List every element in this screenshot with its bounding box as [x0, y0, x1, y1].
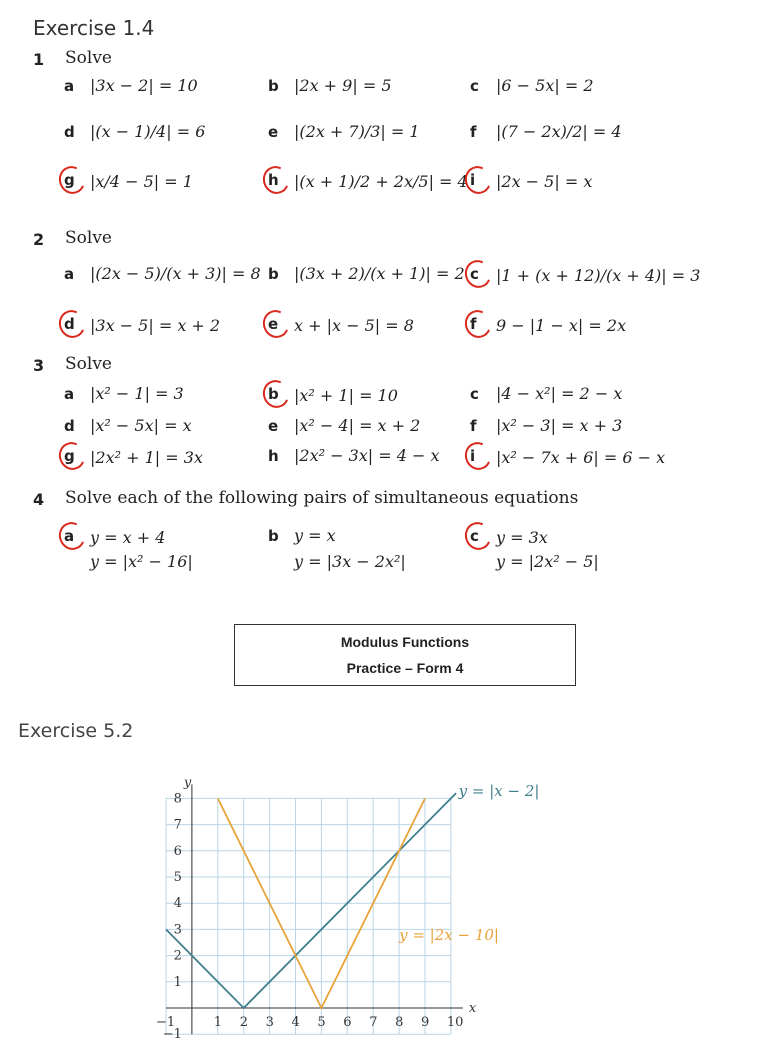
item-label: i — [470, 446, 496, 468]
item-label: b — [268, 76, 279, 95]
item-label: f — [470, 416, 477, 435]
title-box-line-2: Practice – Form 4 — [346, 660, 464, 676]
x-axis-label: x — [468, 1001, 477, 1016]
series-label-1: y = |x − 2| — [458, 781, 540, 800]
item-expression: |(x + 1)/2 + 2x/5| = 4 — [294, 171, 468, 191]
item-label: a — [64, 526, 90, 548]
item-label: a — [64, 264, 75, 283]
item-label: a — [64, 76, 75, 95]
x-tick-label: 1 — [213, 1015, 223, 1030]
item-label: c — [470, 264, 496, 286]
x-tick-label: 8 — [395, 1015, 404, 1030]
item-label: d — [64, 122, 75, 141]
y-tick-label: 1 — [173, 974, 182, 990]
item-expression: y = x + 4 — [90, 527, 166, 547]
question-1-item-c — [470, 76, 594, 95]
modulus-graph — [0, 740, 768, 1040]
item-expression: |1 + (x + 12)/(x + 4)| = 3 — [496, 265, 701, 285]
question-3-item-g — [64, 446, 203, 468]
exercise-1-4-title: Exercise 1.4 — [33, 16, 155, 40]
item-expression: |x/4 − 5| = 1 — [90, 171, 193, 191]
item-expression: |(2x + 7)/3| = 1 — [294, 122, 420, 141]
question-3-item-e — [268, 416, 420, 435]
item-expression: |x² − 5x| = x — [90, 416, 192, 435]
item-expression: |x² − 3| = x + 3 — [496, 416, 623, 435]
question-2-item-a — [64, 264, 261, 283]
y-tick-label: 5 — [173, 870, 182, 885]
question-4-item-b — [268, 526, 406, 571]
question-1-number: 1 — [33, 50, 45, 69]
item-expression-2: y = |x² − 16| — [90, 552, 193, 571]
x-tick-label: 6 — [343, 1015, 352, 1030]
question-3-item-d — [64, 416, 192, 435]
question-4-item-c — [470, 526, 599, 571]
item-expression: |2x − 5| = x — [496, 171, 593, 191]
item-expression: |(3x + 2)/(x + 1)| = 2 — [294, 264, 465, 283]
question-4-number: 4 — [33, 490, 45, 509]
question-2-item-e — [268, 314, 414, 336]
item-expression: y = 3x — [496, 527, 548, 547]
x-tick-label: 10 — [446, 1015, 464, 1030]
item-expression: |6 − 5x| = 2 — [496, 76, 594, 95]
y-tick-label: 3 — [173, 922, 182, 938]
item-expression: x + |x − 5| = 8 — [294, 315, 414, 335]
item-label: e — [268, 122, 279, 141]
x-tick-label: 7 — [369, 1015, 378, 1030]
title-box-line-1: Modulus Functions — [340, 634, 470, 650]
question-1-item-h — [268, 170, 468, 192]
question-1-item-e — [268, 122, 420, 141]
item-label: h — [268, 446, 279, 465]
item-label: b — [268, 526, 279, 545]
item-expression-2: y = |2x² − 5| — [496, 552, 599, 571]
item-label: a — [64, 384, 75, 403]
item-expression: |3x − 2| = 10 — [90, 76, 198, 95]
question-3-item-h — [268, 446, 440, 465]
y-tick-label: 2 — [173, 948, 182, 964]
question-3-text: Solve — [65, 354, 112, 374]
item-label: c — [470, 526, 496, 548]
question-3-item-i — [470, 446, 665, 468]
question-4-text: Solve each of the following pairs of simultaneous equations — [65, 488, 579, 508]
item-label: d — [64, 314, 90, 336]
item-label: i — [470, 170, 496, 192]
item-label: e — [268, 314, 294, 336]
question-2-text: Solve — [65, 228, 112, 248]
question-1-item-d — [64, 122, 205, 141]
x-tick-label: 4 — [291, 1015, 300, 1030]
item-expression: |3x − 5| = x + 2 — [90, 315, 221, 335]
item-expression: |(x − 1)/4| = 6 — [90, 122, 206, 141]
item-expression: |x² − 7x + 6| = 6 − x — [496, 447, 666, 467]
question-3-item-a — [64, 384, 184, 403]
y-tick-label: −1 — [162, 1027, 182, 1040]
series-label-2: y = |2x − 10| — [399, 925, 499, 944]
question-2-number: 2 — [33, 230, 45, 249]
item-label: b — [268, 384, 294, 406]
y-tick-label: 4 — [173, 896, 182, 912]
question-3-item-b — [268, 384, 398, 406]
y-tick-label: 8 — [173, 791, 182, 807]
question-3-item-f — [470, 416, 622, 435]
item-label: f — [470, 122, 477, 141]
question-2-item-f — [470, 314, 626, 336]
item-label: g — [64, 446, 90, 468]
item-expression: |x² − 4| = x + 2 — [294, 416, 421, 435]
title-box — [234, 624, 576, 686]
item-label: h — [268, 170, 294, 192]
item-expression: |x² + 1| = 10 — [294, 385, 398, 405]
item-expression: |(7 − 2x)/2| = 4 — [496, 122, 622, 141]
question-1-item-g — [64, 170, 193, 192]
exercise-5-2-title: Exercise 5.2 — [18, 720, 134, 742]
item-expression: 9 − |1 − x| = 2x — [496, 315, 627, 335]
x-tick-label: 9 — [421, 1015, 430, 1030]
question-2-item-d — [64, 314, 220, 336]
item-label: c — [470, 384, 479, 403]
item-label: d — [64, 416, 75, 435]
x-tick-label: 2 — [239, 1015, 248, 1030]
item-expression: |x² − 1| = 3 — [90, 384, 184, 403]
item-label: c — [470, 76, 479, 95]
item-label: g — [64, 170, 90, 192]
question-3-item-c — [470, 384, 622, 403]
item-expression: |(2x − 5)/(x + 3)| = 8 — [90, 264, 261, 283]
question-3-number: 3 — [33, 356, 45, 375]
question-1-item-i — [470, 170, 592, 192]
item-label: e — [268, 416, 279, 435]
question-1-text: Solve — [65, 48, 112, 68]
item-label: f — [470, 314, 496, 336]
x-tick-label: 3 — [265, 1015, 274, 1030]
item-label: b — [268, 264, 279, 283]
question-4-item-a — [64, 526, 193, 571]
question-1-item-a — [64, 76, 198, 95]
x-tick-label: 5 — [317, 1015, 326, 1030]
item-expression: y = x — [294, 526, 336, 545]
item-expression: |2x² − 3x| = 4 − x — [294, 446, 440, 465]
question-2-item-b — [268, 264, 465, 283]
item-expression: |4 − x²| = 2 − x — [496, 384, 623, 403]
y-tick-label: 6 — [173, 843, 182, 859]
y-tick-label: 7 — [173, 817, 182, 833]
y-axis-label: y — [183, 775, 192, 791]
x-tick-label: −1 — [156, 1015, 176, 1030]
question-1-item-f — [470, 122, 622, 141]
question-2-item-c — [470, 264, 700, 286]
item-expression-2: y = |3x − 2x²| — [294, 552, 406, 571]
question-1-item-b — [268, 76, 392, 95]
item-expression: |2x + 9| = 5 — [294, 76, 392, 95]
item-expression: |2x² + 1| = 3x — [90, 447, 203, 467]
